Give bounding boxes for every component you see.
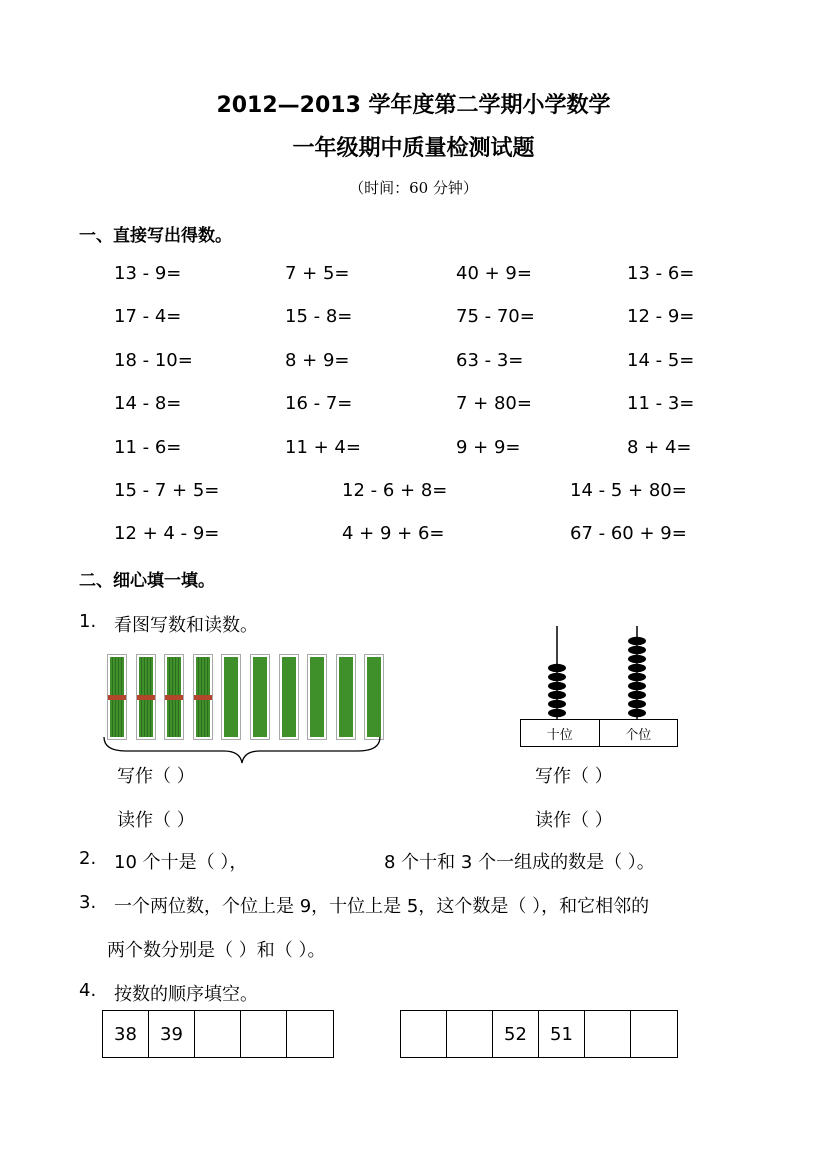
abacus-place-labels <box>520 719 678 747</box>
single-stick <box>307 654 327 740</box>
stick-fill <box>196 657 210 737</box>
equation: 13 - 9= <box>114 263 182 284</box>
title-line-1: 2012—2013 学年度第二学期小学数学 <box>216 93 611 118</box>
equation: 16 - 7= <box>285 393 353 415</box>
bundle-of-ten-sticks <box>136 654 156 740</box>
sequence-cell <box>401 1011 447 1057</box>
bundle-tie <box>194 695 212 700</box>
equation: 75 - 70= <box>456 306 535 328</box>
q2-part-b: 8 个十和 3 个一组成的数是（ ）。 <box>384 852 655 873</box>
equation: 17 - 4= <box>114 306 182 328</box>
time-note: （时间：60 分钟） <box>349 179 478 197</box>
q4-number: 4. <box>79 980 97 1001</box>
single-stick <box>279 654 299 740</box>
ones-bead <box>628 682 646 691</box>
section-2-heading: 二、细心填一填。 <box>79 571 215 591</box>
stick-fill <box>110 657 124 737</box>
ones-bead <box>628 691 646 700</box>
tens-bead <box>548 673 566 682</box>
tens-bead <box>548 664 566 673</box>
stick-fill <box>253 657 267 737</box>
equation: 63 - 3= <box>456 349 524 371</box>
equation: 13 - 6= <box>627 263 695 284</box>
q3-number: 3. <box>79 892 97 913</box>
q1-number: 1. <box>79 611 97 632</box>
q1-right-read: 读作（ ） <box>535 810 613 831</box>
equation: 14 - 5 + 80= <box>570 480 687 501</box>
sequence-cell: 39 <box>149 1011 195 1057</box>
equation: 8 + 9= <box>285 349 350 371</box>
tens-bead <box>548 709 566 718</box>
stick-fill <box>339 657 353 737</box>
equation: 12 + 4 - 9= <box>114 523 220 545</box>
sequence-grid-left <box>102 1010 334 1058</box>
ones-bead <box>628 655 646 664</box>
sequence-cell: 51 <box>539 1011 585 1057</box>
sequence-cell <box>241 1011 287 1057</box>
ones-bead <box>628 709 646 718</box>
equation: 12 - 6 + 8= <box>342 480 448 501</box>
ones-bead <box>628 664 646 673</box>
tens-bead <box>548 691 566 700</box>
q1-left-read: 读作（ ） <box>117 810 195 831</box>
equation: 15 - 8= <box>285 306 353 328</box>
sequence-cell: 38 <box>103 1011 149 1057</box>
ones-bead <box>628 637 646 646</box>
equation: 15 - 7 + 5= <box>114 480 220 501</box>
q2-number: 2. <box>79 848 97 869</box>
single-stick <box>221 654 241 740</box>
stick-fill <box>167 657 181 737</box>
bundle-tie <box>165 695 183 700</box>
bundle-tie <box>137 695 155 700</box>
single-stick <box>250 654 270 740</box>
bundle-tie <box>108 695 126 700</box>
sequence-cell <box>287 1011 333 1057</box>
equation: 11 - 6= <box>114 436 182 458</box>
q4-text: 按数的顺序填空。 <box>114 984 258 1005</box>
q1-text: 看图写数和读数。 <box>114 615 258 636</box>
tens-bead <box>548 682 566 691</box>
sequence-cell <box>447 1011 493 1057</box>
stick-fill <box>224 657 238 737</box>
equation: 40 + 9= <box>456 263 532 284</box>
q3-line-1: 一个两位数，个位上是 9，十位上是 5，这个数是（ ），和它相邻的 <box>114 896 650 917</box>
equation: 4 + 9 + 6= <box>342 523 445 545</box>
stick-fill <box>367 657 381 737</box>
sequence-cell <box>195 1011 241 1057</box>
equation: 7 + 80= <box>456 393 532 415</box>
abacus-ones-label: 个位 <box>625 727 652 743</box>
stick-fill <box>139 657 153 737</box>
bundle-of-ten-sticks <box>164 654 184 740</box>
q3-line-2: 两个数分别是（ ）和（ ）。 <box>107 940 326 961</box>
section-1-heading: 一、直接写出得数。 <box>79 226 232 246</box>
ones-bead <box>628 673 646 682</box>
equation: 14 - 5= <box>627 349 695 371</box>
abacus-tens-label: 十位 <box>521 720 600 746</box>
ones-bead <box>628 700 646 709</box>
equation: 9 + 9= <box>456 436 521 458</box>
equation: 11 + 4= <box>285 436 361 458</box>
equation: 18 - 10= <box>114 349 193 371</box>
bundle-of-ten-sticks <box>107 654 127 740</box>
single-stick <box>336 654 356 740</box>
stick-fill <box>310 657 324 737</box>
title-line-2: 一年级期中质量检测试题 <box>292 136 535 161</box>
q1-left-write: 写作（ ） <box>117 766 195 787</box>
q2-part-a: 10 个十是（ ）， <box>114 852 248 873</box>
equation: 14 - 8= <box>114 393 182 415</box>
sequence-cell <box>585 1011 631 1057</box>
equation: 67 - 60 + 9= <box>570 523 687 545</box>
equation: 7 + 5= <box>285 263 350 284</box>
q1-right-write: 写作（ ） <box>535 766 613 787</box>
equation: 11 - 3= <box>627 393 695 415</box>
sequence-grid-right <box>400 1010 678 1058</box>
tens-bead <box>548 700 566 709</box>
bundle-of-ten-sticks <box>193 654 213 740</box>
sequence-cell: 52 <box>493 1011 539 1057</box>
equation: 8 + 4= <box>627 436 692 458</box>
abacus <box>520 622 680 720</box>
equation: 12 - 9= <box>627 306 695 328</box>
sequence-cell <box>631 1011 677 1057</box>
ones-bead <box>628 646 646 655</box>
single-stick <box>364 654 384 740</box>
stick-fill <box>282 657 296 737</box>
